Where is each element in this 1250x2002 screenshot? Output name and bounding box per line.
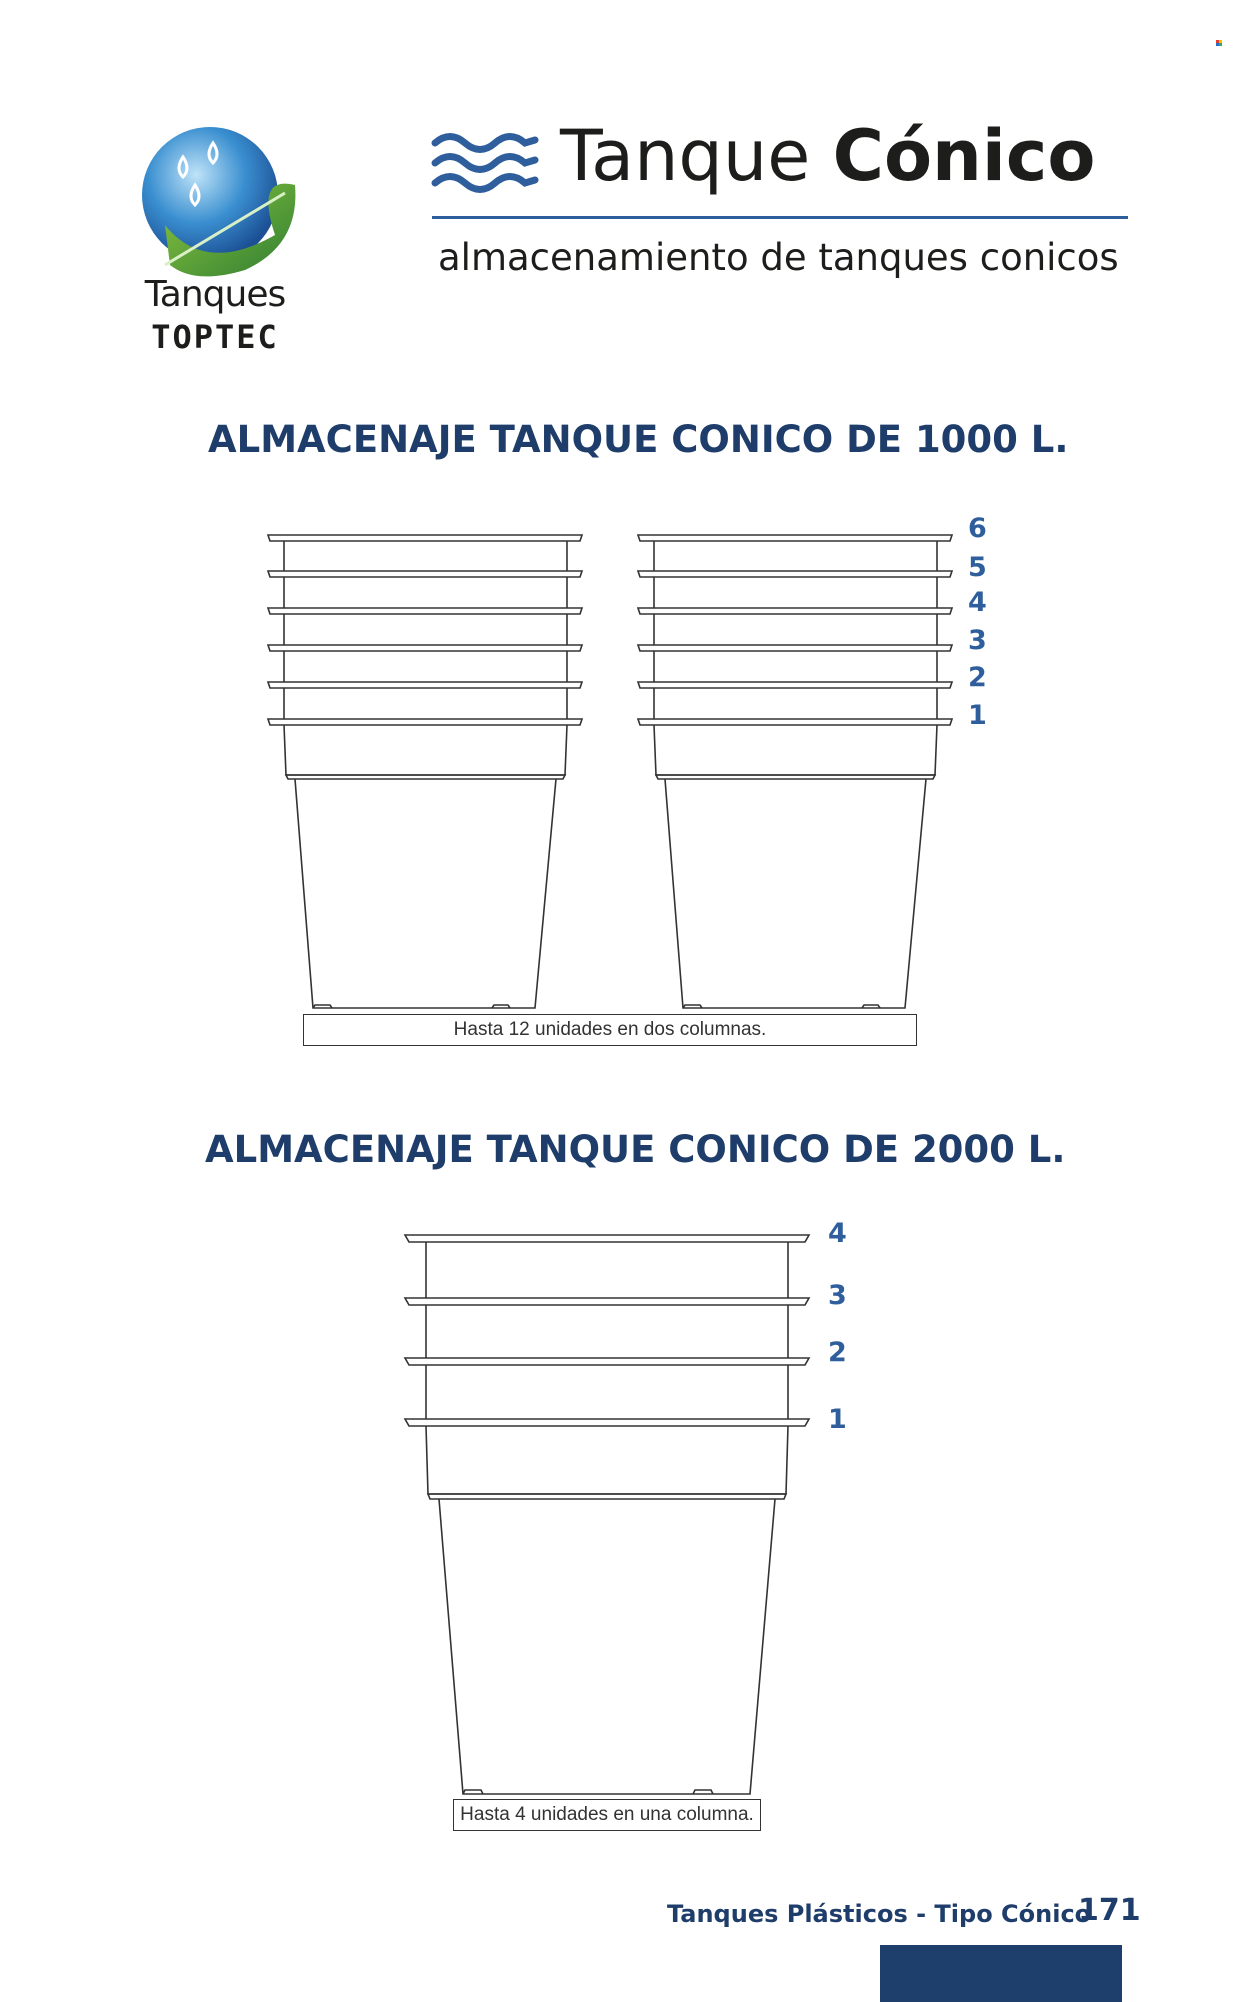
page-subtitle: almacenamiento de tanques conicos [438, 236, 1119, 279]
stacked-tanks-2000l-diagram [395, 1220, 825, 1800]
stack-level-label: 3 [828, 1280, 847, 1311]
logo-word-toptec: TOPTEC [151, 318, 279, 356]
page-number: 171 [1078, 1893, 1141, 1928]
stack-level-label: 4 [828, 1218, 847, 1249]
section2-caption: Hasta 4 unidades en una columna. [453, 1799, 761, 1831]
stack-level-label: 2 [828, 1337, 847, 1368]
title-divider [432, 216, 1128, 219]
stack-level-label: 1 [968, 700, 987, 731]
stack-level-label: 6 [968, 513, 987, 544]
section1-heading: ALMACENAJE TANQUE CONICO DE 1000 L. [208, 418, 1069, 461]
stacked-tanks-1000l-diagram [260, 520, 960, 1020]
stack-level-label: 3 [968, 625, 987, 656]
title-bold: Cónico [832, 115, 1096, 197]
section1-caption: Hasta 12 unidades en dos columnas. [303, 1014, 917, 1046]
tank-stack-right [638, 535, 952, 1008]
waves-icon [430, 128, 540, 198]
section2-heading: ALMACENAJE TANQUE CONICO DE 2000 L. [205, 1128, 1066, 1171]
stack-level-label: 1 [828, 1404, 847, 1435]
title-regular: Tanque [560, 115, 811, 197]
stack-level-label: 4 [968, 587, 987, 618]
stack-level-label: 2 [968, 662, 987, 693]
footer-bar [880, 1945, 1122, 2002]
page-title [560, 115, 1095, 197]
print-mark-icon [1216, 40, 1222, 46]
logo-word-tanques: Tanques [144, 274, 286, 315]
footer-section-title: Tanques Plásticos - Tipo Cónico [667, 1900, 1092, 1928]
stack-level-label: 5 [968, 552, 987, 583]
tank-stack-single [405, 1235, 809, 1794]
tank-stack-left [268, 535, 582, 1008]
